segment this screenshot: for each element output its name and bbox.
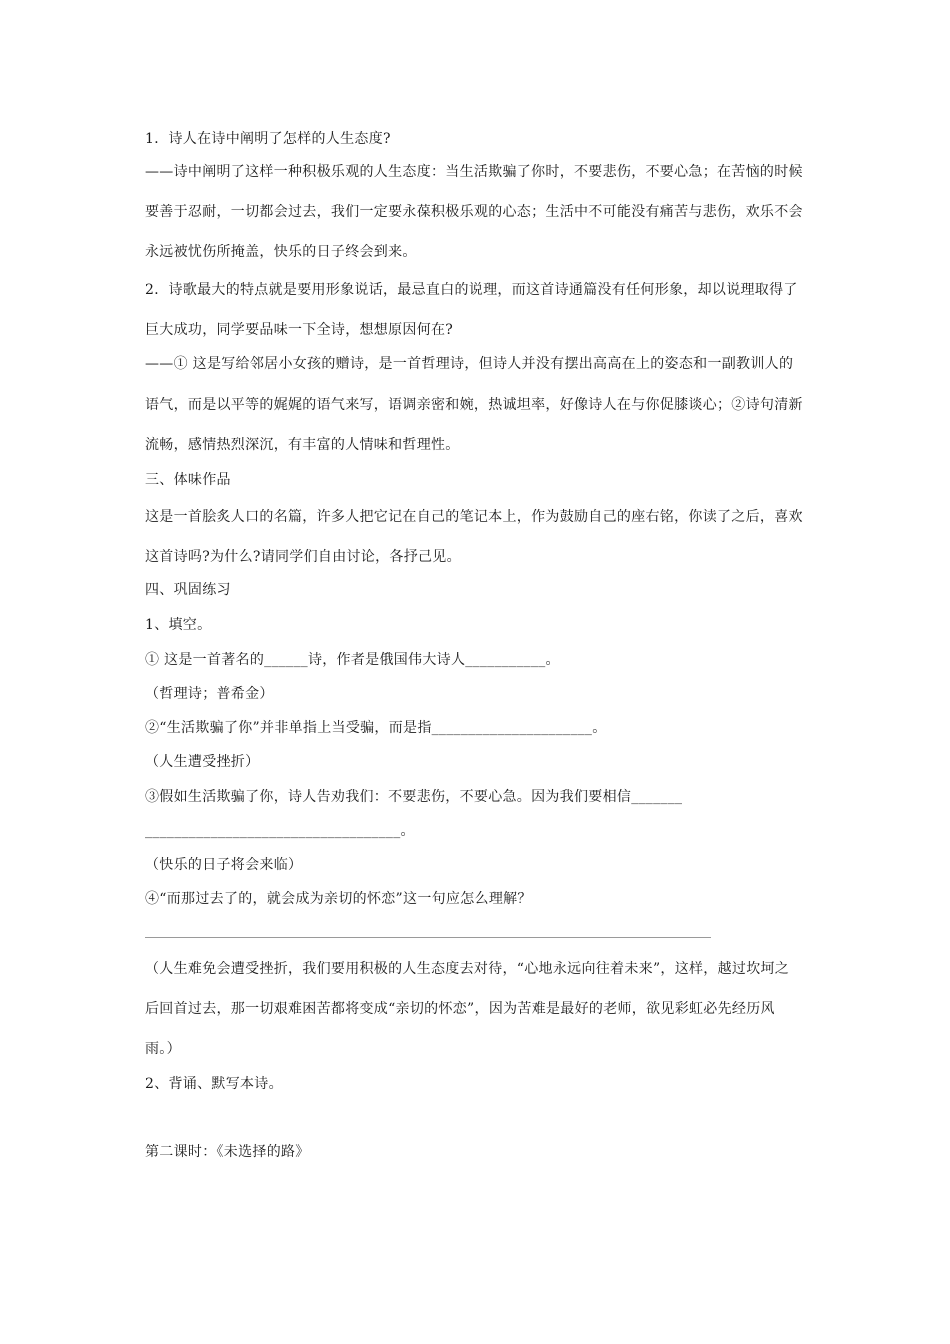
answer-2-line-2: 语气，而是以平等的娓娓的语气来写，语调亲密和婉，热诚坦率，好像诗人在与你促膝谈心；②诗句清新: [145, 397, 803, 413]
answer-2-line-1: ——① 这是写给邻居小女孩的赠诗，是一首哲理诗，但诗人并没有摆出高高在上的姿态和一副教训人的: [145, 356, 794, 372]
answer-underline: [145, 937, 711, 938]
blank-answer-4-line-1: （人生难免会遭受挫折，我们要用积极的人生态度去对待，“心地永远向往着未来”，这样，越过坎坷之: [145, 961, 790, 977]
answer-1-line-1: ——诗中阐明了这样一种积极乐观的人生态度：当生活欺骗了你时，不要悲伤，不要心急；在苦恼的时候: [145, 164, 803, 180]
blank-answer-4-line-2: 后回首过去，那一切艰难困苦都将变成“亲切的怀恋”，因为苦难是最好的老师，欲见彩虹必先经历风: [145, 1001, 775, 1017]
answer-2-line-3: 流畅，感情热烈深沉，有丰富的人情味和哲理性。: [145, 437, 460, 453]
question-2-line-2: 巨大成功，同学要品味一下全诗，想想原因何在?: [145, 322, 454, 338]
answer-1-line-3: 永远被忧伤所掩盖，快乐的日子终会到来。: [145, 244, 417, 260]
blank-item-4: ④“而那过去了的，就会成为亲切的怀恋”这一句应怎么理解？: [145, 891, 532, 907]
exercise-2-heading: 2、背诵、默写本诗。: [145, 1076, 283, 1092]
blank-answer-2: （人生遭受挫折）: [145, 754, 260, 770]
blank-item-3: ③假如生活欺骗了你，诗人告劝我们：不要悲伤，不要心急。因为我们要相信_______: [145, 789, 683, 805]
question-1: 1．诗人在诗中阐明了怎样的人生态度?: [145, 131, 391, 147]
blank-item-3-cont: ___________________________________。: [145, 823, 415, 839]
section-heading-3: 三、体味作品: [145, 472, 231, 488]
section-heading-4: 四、巩固练习: [145, 582, 231, 598]
blank-item-1: ① 这是一首著名的______诗，作者是俄国伟大诗人___________。: [145, 652, 560, 668]
blank-answer-1: （哲理诗；普希金）: [145, 686, 274, 702]
lesson-2-title: 第二课时：《未选择的路》: [145, 1144, 310, 1160]
answer-1-line-2: 要善于忍耐，一切都会过去，我们一定要永葆积极乐观的心态；生活中不可能没有痛苦与悲伤，欢乐不会: [145, 204, 803, 220]
exercise-1-heading: 1、填空。: [145, 617, 212, 633]
question-2-line-1: 2．诗歌最大的特点就是要用形象说话，最忌直白的说理，而这首诗通篇没有任何形象，却以说理取得了: [145, 282, 798, 298]
section-3-line-1: 这是一首脍炙人口的名篇，许多人把它记在自己的笔记本上，作为鼓励自己的座右铭，你读了之后，喜欢: [145, 509, 803, 525]
section-3-line-2: 这首诗吗?为什么?请同学们自由讨论，各抒己见。: [145, 549, 461, 565]
blank-item-2: ②“生活欺骗了你”并非单指上当受骗，而是指______________________。: [145, 720, 607, 736]
blank-answer-3: （快乐的日子将会来临）: [145, 857, 303, 873]
blank-answer-4-line-3: 雨。）: [145, 1041, 181, 1057]
